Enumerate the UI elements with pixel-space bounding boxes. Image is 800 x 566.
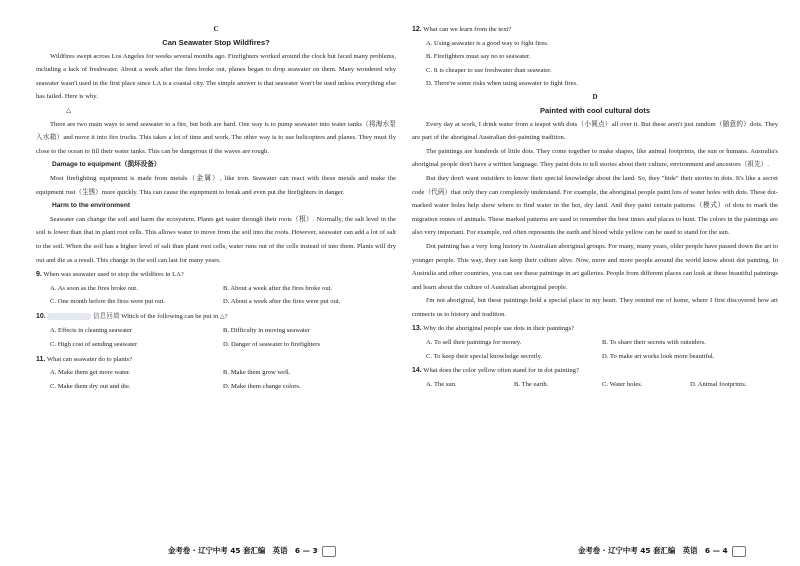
passage-title: Can Seawater Stop Wildfires? [162, 38, 270, 47]
paragraph: But they don't want outsiders to know their special knowledge about the land. So, they "hide" their stories in dots. It's like a secret code（代码）that only they can completely understand. For example, the aboriginal people paint lots of water holes with dots. These dot-marked water holes help show where to find water in the hot, dry land. And they paint certain patterns（模式）of dots to mark the migration routes of animals. These marked patterns are used to remember the best times and places to hunt. The colors in the paintings are also very important. For example, red often represents the earth and blood while yellow can be used to stand for the sun. [412, 174, 778, 237]
question-tag: 信息回填 [93, 312, 120, 320]
option-c[interactable]: C. Make them dry out and die. [50, 382, 131, 390]
paragraph: Most firefighting equipment is made from metals（金属）, like iron. Seawater can react with these metals and make the equipment rust（生锈）more quickly. This can cause the equipment to break and even put the firefighters in danger. [36, 174, 396, 196]
paragraph: Seawater can change the soil and harm the ecosystem. Plants get water through their roots（根）. Normally, the salt level in the soil is lower than that in plant root cells. This allows water to move from the soil into the roots. However, seawater can add a lot of salt to the soil. When the soil has a higher level of salt than plant root cells, water runs out of the cells instead of into them. Plants will dry out and die as a result. This change in the soil can last for many years. [36, 215, 396, 264]
question-11: 11. What can seawater do to plants? A. Make them get more water. B. Make them grow well. C. Make them dry out and die. D. Make them change colors. [36, 353, 396, 394]
subheading: Damage to equipment（损坏设备） [52, 161, 161, 169]
paragraph: Dot painting has a very long history in Australian aboriginal groups. For many, many years, older people have passed down the art to younger people. This way, they can keep their culture alive. Now, more and more people around the world know about dot painting. In Australia and other countries, you can see these paintings in art galleries. People from different places can look at these beautiful paintings and learn about the culture of Australian aboriginal people. [412, 242, 778, 291]
question-text: When was seawater used to stop the wildfires in LA? [43, 271, 184, 279]
option-a[interactable]: A. As soon as the fires broke out. [50, 284, 138, 292]
option-c[interactable]: C. Water holes. [602, 380, 643, 388]
option-a[interactable]: A. The sun. [426, 380, 457, 388]
logo-icon [732, 546, 746, 557]
option-d[interactable]: D. There're some risks when using seawater to fight fires. [426, 80, 578, 88]
blank-marker: △ [219, 313, 225, 320]
question-14: 14. What does the color yellow often stand for in dot painting? A. The sun. B. The earth. C. Water holes. D. Animal footprints. [412, 364, 778, 391]
option-d[interactable]: D. Danger of seawater to firefighters [223, 341, 321, 349]
paragraph: The paintings are hundreds of little dots. They come together to make shapes, like animal footprints, the sun or humans. Australia's aboriginal people don't have a written language. They paint dots to tell stories about their culture, environment and ancestors（祖先）. [412, 147, 778, 169]
option-d[interactable]: D. Make them change colors. [223, 382, 301, 390]
page-footer-right: 金考卷 · 辽宁中考 45 套汇编 英语 6 — 4 [578, 545, 746, 557]
subheading: Harm to the environment [52, 202, 131, 210]
option-c[interactable]: C. To keep their special knowledge secretly. [426, 352, 543, 360]
tag-icon [47, 313, 91, 320]
question-text: Why do the aboriginal people use dots in their paintings? [423, 325, 574, 333]
option-a[interactable]: A. Using seawater is a good way to fight fires. [426, 39, 549, 47]
logo-icon [322, 546, 336, 557]
option-b[interactable]: B. Firefighters must say no to seawater. [426, 53, 531, 61]
option-b[interactable]: B. Difficulty in moving seawater [223, 327, 310, 335]
question-text: What can seawater do to plants? [46, 355, 133, 363]
question-13: 13. Why do the aboriginal people use dots in their paintings? A. To sell their paintings for money. B. To share their secrets with outsiders. C. To keep their special knowledge secretly. D. To make art works look more beautiful. [412, 322, 778, 363]
question-text: What does the color yellow often stand for in dot painting? [423, 367, 579, 375]
question-12: 12. What can we learn from the text? A. Using seawater is a good way to fight fires. B. Firefighters must say no to seawater. C. It is cheaper to use freshwater than seawater. D. There're some risks when using seawater to fight fires. [412, 23, 778, 91]
passage-title: Painted with cool cultural dots [539, 105, 651, 115]
paragraph: Every day at work, I drink water from a teapot with dots（小圆点）all over it. But these aren't just random（随意的）dots. They are part of the aboriginal Australian dot-painting tradition. [412, 120, 778, 142]
option-d[interactable]: D. To make art works look more beautiful. [602, 352, 715, 360]
page-footer-left: 金考卷 · 辽宁中考 45 套汇编 英语 6 — 3 [168, 545, 336, 557]
left-page [36, 0, 396, 566]
option-c[interactable]: C. High cost of sending seawater [50, 341, 138, 349]
option-a[interactable]: A. To sell their paintings for money. [426, 339, 522, 347]
blank-marker: △ [66, 106, 72, 114]
question-10: 10. 信息回填 Which of the following can be put in △? A. Effects in cleaning seawater B. Difficulty in moving seawater C. High cost of sending seawater D. Danger of seawater to firefighters [36, 310, 396, 352]
option-c[interactable]: C. It is cheaper to use freshwater than seawater. [426, 66, 552, 74]
option-d[interactable]: D. About a week after the fires were put out. [223, 298, 341, 306]
question-text: Which of the following can be put in [121, 312, 219, 320]
passage-letter-d: D [592, 92, 598, 101]
right-page [412, 0, 778, 566]
paragraph: I'm not aboriginal, but these paintings hold a special place in my heart. They remind me of home, where I first discovered how art connects us to history and tradition. [412, 297, 778, 318]
paragraph: Wildfires swept across Los Angeles for weeks several months ago. Firefighters worked around the clock but faced many problems, including a lack of freshwater. About a week after the fires broke out, planes began to drop seawater on them. Many wondered why seawater wasn't used in the first place since LA is a coastal city. The simple answer is that seawater won't be used unless everything else has failed. Here is why. [36, 52, 396, 101]
option-d[interactable]: D. Animal footprints. [690, 380, 747, 388]
option-c[interactable]: C. One month before the fires were put out. [50, 298, 165, 306]
option-b[interactable]: B. To share their secrets with outsiders. [602, 339, 706, 347]
option-b[interactable]: B. Make them grow well. [223, 369, 291, 377]
option-a[interactable]: A. Effects in cleaning seawater [50, 327, 133, 335]
question-9: 9. When was seawater used to stop the wildfires in LA? A. As soon as the fires broke out. B. About a week after the fires broke out. C. One month before the fires were put out. D. About a week after the fires were put out. [36, 268, 396, 309]
option-b[interactable]: B. About a week after the fires broke out. [223, 284, 333, 292]
paragraph: There are two main ways to send seawater to a fire, but both are hard. One way is to pump seawater into water tanks（将海水泵入水箱）and move it into fire trucks. This takes a lot of time and work. The other way is to use helicopters and planes. They must fly close to the ocean to fill their water tanks. This can be dangerous if the waves are rough. [36, 120, 396, 155]
option-a[interactable]: A. Make them get more water. [50, 369, 131, 377]
option-b[interactable]: B. The earth. [514, 380, 549, 388]
passage-letter-c: C [213, 25, 219, 33]
question-text: What can we learn from the text? [423, 26, 512, 33]
